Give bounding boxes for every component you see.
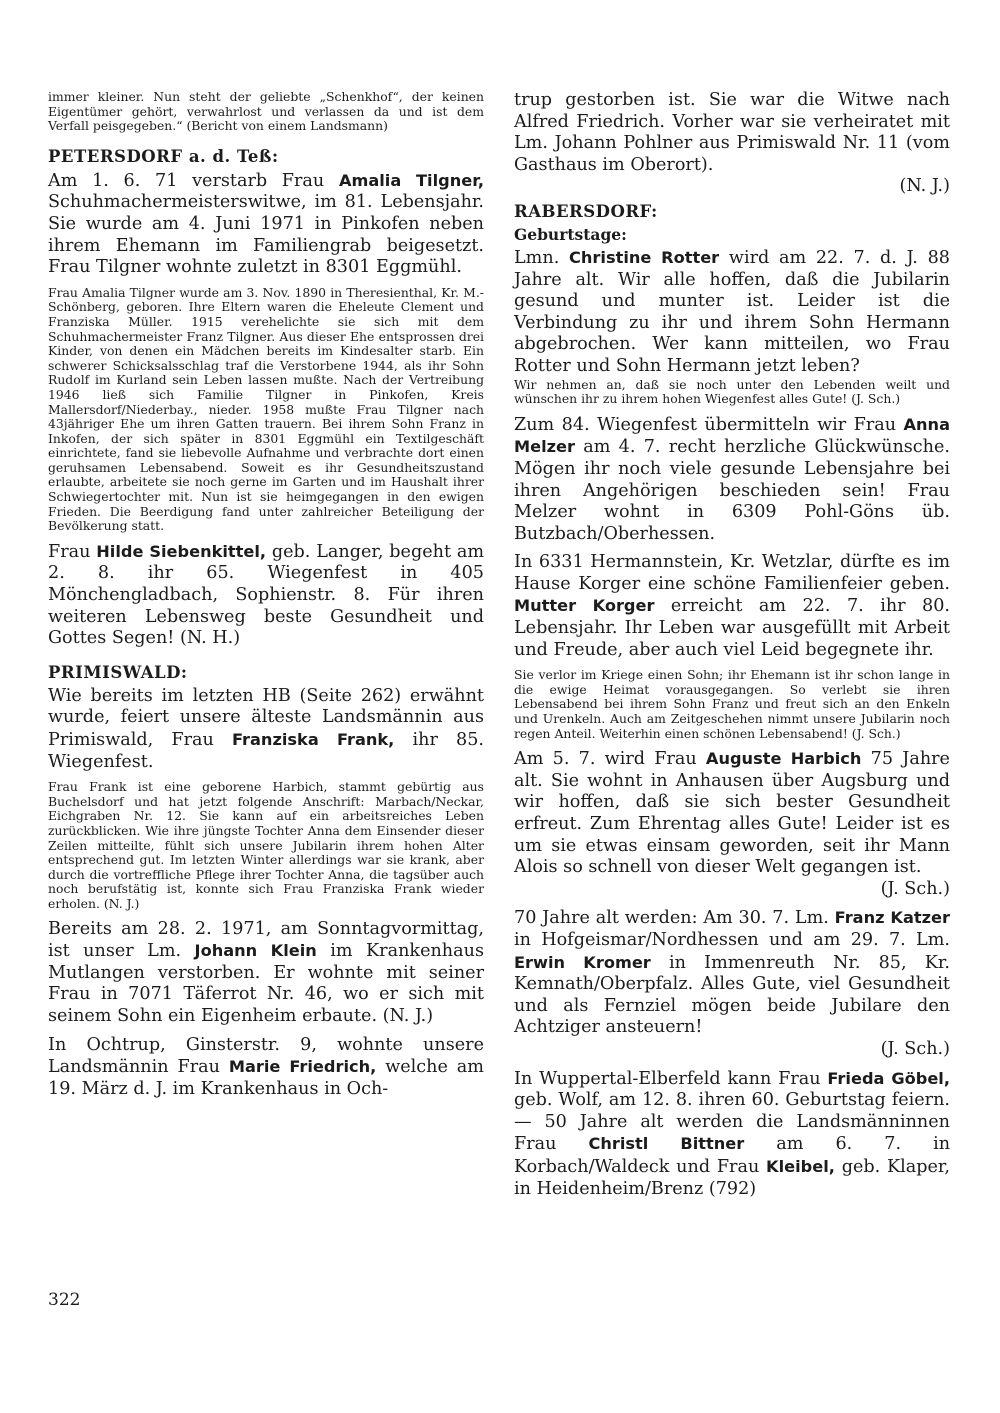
name-johann-klein: Johann Klein [194,941,317,961]
notice-melzer: Zum 84. Wiegenfest übermitteln wir Frau Anna Melzer am 4. 7. recht herzliche Glückwünsche. Mögen ihr noch viele gesunde Lebensjahre bei ihren Angehörigen beschieden sein! Frau Melzer wohnt in 6309 Pohl-Göns üb. Butzbach/Oberhessen. [514,414,950,544]
right-column [514,90,950,1200]
subheading-geburtstage: Geburtstage: [514,224,627,244]
note-rotter: Wir nehmen an, daß sie noch unter den Lebenden weilt und wünschen ihr zu ihrem hohen Wiegenfest alles Gute! (J. Sch.) [514,376,950,407]
notice-tilgner: Am 1. 6. 71 verstarb Frau Amalia Tilgner, Schuhmachermeisterswitwe, im 81. Lebensjahr. Sie wurde am 4. Juni 1971 in Pinkofen neben ihrem Ehemann im Familiengrab beigesetzt. Frau Tilgner wohnte zuletzt in 8301 Eggmühl. [48,170,484,278]
notice-frank: Wie bereits im letzten HB (Seite 262) erwähnt wurde, feiert unsere älteste Landsmännin aus Primiswald, Frau Franziska Frank, ihr 85. Wiegenfest. [48,685,484,772]
signature-nj: (N. J.) [899,176,950,197]
name-marie-friedrich: Marie Friedrich, [228,1057,377,1077]
name-franziska-frank: Franziska Frank, [232,730,395,749]
signature-jsch-1: (J. Sch.) [880,878,950,899]
section-heading-rabersdorf: RABERSDORF: [514,201,658,221]
name-anna-melzer: Anna Melzer [514,414,950,457]
name-christl-bittner: Christl Bittner [588,1134,745,1154]
name-amalia-tilgner: Amalia Tilgner, [338,170,484,190]
name-hilde-siebenkittel: Hilde Siebenkittel, [96,541,267,561]
notice-harbich: Am 5. 7. wird Frau Auguste Harbich 75 Jahre alt. Sie wohnt in Anhausen über Augsburg und wir hoffen, daß sie sich bester Gesundheit erfreut. Zum Ehrentag alles Gute! Leider ist es um sie etwas einsam geworden, seit ihr Mann Alois so schnell von dieser Welt gegangen ist. [514,749,950,878]
name-frieda-goebel: Frieda Göbel, [827,1068,950,1088]
notice-friedrich-continued: trup gestorben ist. Sie war die Witwe nach Alfred Friedrich. Vorher war sie verheiratet mit Lm. Johann Pohlner aus Primiswald Nr. 11 (vom Gasthaus im Oberort). [514,90,950,175]
name-auguste-harbich: Auguste Harbich [705,749,862,769]
name-erwin-kromer: Erwin Kromer [514,952,651,972]
page-number: 322 [48,1290,81,1310]
name-christine-rotter: Christine Rotter [569,247,720,267]
biography-tilgner: Frau Amalia Tilgner wurde am 3. Nov. 1890 in Theresienthal, Kr. M.-Schönberg, geboren. Ihre Eltern waren die Eheleute Clement und Franziska Müller. 1915 verehelichte sie sich mit dem Schuhmachermeister Franz Tilgner. Aus dieser Ehe entsprossen drei Kinder, von denen ein Mädchen bereits im Kindesalter starb. Ein schwerer Schicksalsschlag traf die Verstorbene 1944, als ihr Sohn Rudolf im Kurland sein Leben lassen mußte. Nach der Vertreibung 1946 ließ sich Familie Tilgner in Pinkofen, Kreis Mallersdorf/Niederbay., nieder. 1958 mußte Frau Tilgner nach 43jähriger Ehe um ihren Gatten trauern. Bei ihrem Sohn Franz in Inkofen, der sich später in 8301 Eggmühl ein Textilgeschäft einrichtete, fand sie liebevolle Aufnahme und verbrachte dort einen geruhsamen Lebensabend. Soweit es ihr Gesundheitszustand erlaubte, arbeitete sie noch gerne im Garten und im Haushalt ihrer Schwiegertochter mit. Nun ist sie heimgegangen in den ewigen Frieden. Die Beerdigung fand unter zahlreicher Beteiligung der Bevölkerung statt. [48,284,484,534]
name-mutter-korger: Mutter Korger [514,596,655,616]
section-heading-primiswald: PRIMISWALD: [48,662,188,682]
notice-siebenkittel: Frau Hilde Siebenkittel, geb. Langer, begeht am 2. 8. ihr 65. Wiegenfest in 405 Mönchengladbach, Sophienstr. 8. Für ihren weiteren Lebensweg beste Gesundheit und Gottes Segen! (N. H.) [48,541,484,649]
note-korger: Sie verlor im Kriege einen Sohn; ihr Ehemann ist ihr schon lange in die ewige Heimat vorausgegangen. So verlebt sie ihren Lebensabend bei ihrem Sohn Franz und freut sich an den Enkeln und Urenkeln. Auch am Zeitgeschehen nimmt unsere Jubilarin noch regen Anteil. Weiterhin einen schönen Lebensabend! (J. Sch.) [514,667,950,741]
section-heading-petersdorf: PETERSDORF a. d. Teß: [48,146,279,166]
name-franz-katzer: Franz Katzer [834,908,950,928]
notice-friedrich: In Ochtrup, Ginsterstr. 9, wohnte unsere Landsmännin Frau Marie Friedrich, welche am 19. März d. J. im Krankenhaus in Och- [48,1034,484,1099]
notice-katzer-kromer: 70 Jahre alt werden: Am 30. 7. Lm. Franz Katzer in Hofgeismar/Nordhessen und am 29. 7. Lm. Erwin Kromer in Immenreuth Nr. 85, Kr. Kemnath/Oberpfalz. Alles Gute, viel Gesundheit und als Fernziel mögen beide Jubilare den Achtziger ansteuern! [514,908,950,1038]
notice-korger: In 6331 Hermannstein, Kr. Wetzlar, dürfte es im Hause Korger eine schöne Familienfeier geben. Mutter Korger erreicht am 22. 7. ihr 80. Lebensjahr. Ihr Leben war ausgefüllt mit Arbeit und Freude, aber auch viel Leid begegnete ihr. [514,552,950,660]
notice-goebel-bittner-kleibel: In Wuppertal-Elberfeld kann Frau Frieda Göbel, geb. Wolf, am 12. 8. ihren 60. Geburtstag feiern. — 50 Jahre alt werden die Landsmänninnen Frau Christl Bittner am 6. 7. in Korbach/Waldeck und Frau Kleibel, geb. Klaper, in Heidenheim/Brenz (792) [514,1068,951,1199]
biography-frank: Frau Frank ist eine geborene Harbich, stammt gebürtig aus Buchelsdorf und hat jetzt folgende Anschrift: Marbach/Neckar, Eichgraben Nr. 12. Sie kann auf ein arbeitsreiches Leben zurückblicken. Wie ihre jüngste Tochter Anna dem Einsender dieser Zeilen mitteilte, fühlt sich unsere Jubilarin ihrem hohen Alter entsprechend gut. Im letzten Winter allerdings war sie krank, aber durch die vortreffliche Pflege ihrer Tochter Anna, die tagsüber auch noch berufstätig ist, konnte sich Frau Franziska Frank wieder erholen. (N. J.) [48,779,484,911]
name-kleibel: Kleibel, [766,1156,835,1176]
notice-klein: Bereits am 28. 2. 1971, am Sonntagvormittag, ist unser Lm. Johann Klein im Krankenhaus Mutlangen verstorben. Er wohnte mit seiner Frau in 7071 Täferrot Nr. 46, wo er sich mit seinem Sohn ein Eigenheim erbaute. (N. J.) [48,918,484,1026]
signature-jsch-2: (J. Sch.) [880,1038,950,1059]
left-column [48,90,484,1100]
intro-paragraph: immer kleiner. Nun steht der geliebte „Schenkhof“, der keinen Eigentümer gehört, verwahrlost und verlassen da und ist dem Verfall peisgegeben.“ (Bericht von einem Landsmann) [48,89,484,134]
notice-rotter: Lmn. Christine Rotter wird am 22. 7. d. J. 88 Jahre alt. Wir alle hoffen, daß die Jubilarin gesund und munter ist. Leider ist die Verbindung zu ihr und ihrem Sohn Hermann abgebrochen. Wer kann mitteilen, wo Frau Rotter und Sohn Hermann jetzt leben? [514,247,951,376]
